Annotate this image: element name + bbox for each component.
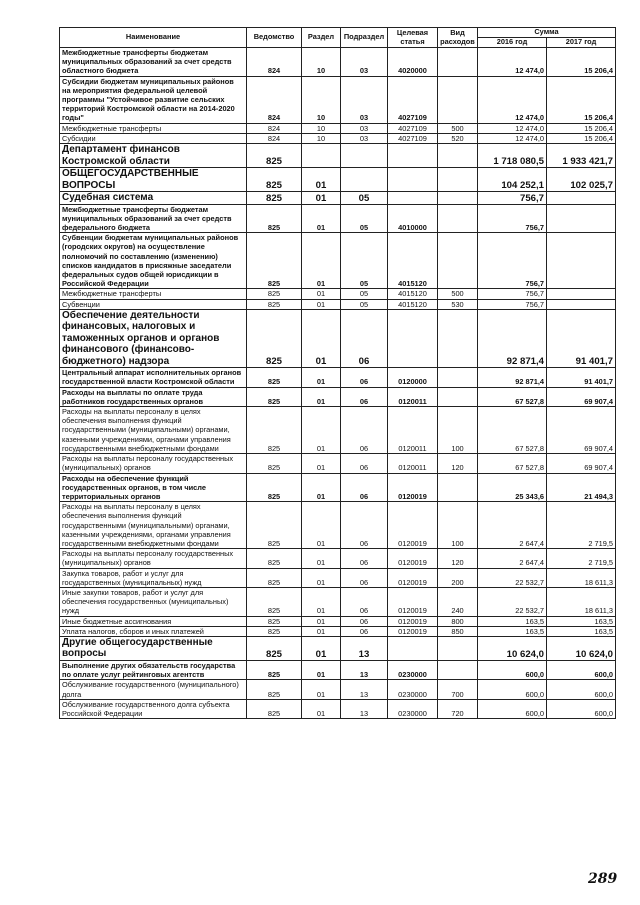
cell-type: 120 [438, 454, 478, 473]
cell-target: 4015120 [388, 233, 438, 289]
cell-name: Другие общегосударственные вопросы [60, 636, 247, 660]
cell-subsection: 03 [341, 48, 388, 77]
cell-section: 01 [302, 407, 341, 454]
cell-2016: 67 527,8 [478, 454, 547, 473]
cell-2017: 91 401,7 [547, 368, 616, 387]
table-row [60, 568, 616, 587]
cell-target: 0120019 [388, 549, 438, 568]
table-row [60, 309, 616, 368]
cell-2016: 22 532,7 [478, 568, 547, 587]
cell-2017: 69 907,4 [547, 387, 616, 406]
cell-2016: 756,7 [478, 299, 547, 309]
cell-2016: 2 647,4 [478, 549, 547, 568]
cell-target [388, 636, 438, 660]
cell-subsection: 06 [341, 616, 388, 626]
cell-type: 800 [438, 616, 478, 626]
cell-2017: 10 624,0 [547, 636, 616, 660]
cell-subsection: 05 [341, 192, 388, 205]
cell-2017 [547, 192, 616, 205]
cell-dept: 825 [247, 473, 302, 502]
cell-type [438, 76, 478, 123]
cell-type [438, 636, 478, 660]
table-row [60, 680, 616, 699]
table-row [60, 549, 616, 568]
cell-dept: 825 [247, 387, 302, 406]
cell-subsection: 05 [341, 299, 388, 309]
cell-2017 [547, 233, 616, 289]
cell-subsection: 06 [341, 587, 388, 616]
cell-subsection: 06 [341, 549, 388, 568]
cell-2017: 163,5 [547, 626, 616, 636]
cell-subsection: 06 [341, 502, 388, 549]
cell-subsection: 06 [341, 368, 388, 387]
header-dept: Ведомство [247, 28, 302, 48]
cell-2017: 69 907,4 [547, 454, 616, 473]
cell-dept: 825 [247, 502, 302, 549]
cell-type: 100 [438, 407, 478, 454]
cell-section: 01 [302, 660, 341, 679]
cell-2017: 69 907,4 [547, 407, 616, 454]
cell-subsection: 06 [341, 407, 388, 454]
cell-section: 01 [302, 299, 341, 309]
header-subsection: Подраздел [341, 28, 388, 48]
cell-dept: 825 [247, 407, 302, 454]
cell-dept: 824 [247, 123, 302, 133]
table-row [60, 123, 616, 133]
cell-type: 850 [438, 626, 478, 636]
cell-type: 500 [438, 123, 478, 133]
cell-2017: 15 206,4 [547, 123, 616, 133]
cell-section: 01 [302, 502, 341, 549]
cell-dept: 825 [247, 192, 302, 205]
cell-2016: 22 532,7 [478, 587, 547, 616]
cell-section: 01 [302, 568, 341, 587]
header-target: Целевая статья [388, 28, 438, 48]
cell-2017: 102 025,7 [547, 168, 616, 192]
cell-2016: 163,5 [478, 616, 547, 626]
cell-subsection: 05 [341, 233, 388, 289]
cell-2017: 15 206,4 [547, 76, 616, 123]
cell-type [438, 204, 478, 233]
cell-type [438, 368, 478, 387]
cell-section: 10 [302, 48, 341, 77]
cell-section: 01 [302, 233, 341, 289]
cell-name: Расходы на выплаты персоналу государственных (муниципальных) органов [60, 549, 247, 568]
cell-section: 01 [302, 289, 341, 299]
cell-subsection: 03 [341, 133, 388, 143]
cell-2017 [547, 299, 616, 309]
cell-target: 0120019 [388, 568, 438, 587]
table-row [60, 502, 616, 549]
table-row [60, 636, 616, 660]
cell-name: Расходы на выплаты по оплате труда работников государственных органов [60, 387, 247, 406]
header-section: Раздел [302, 28, 341, 48]
cell-target: 0230000 [388, 680, 438, 699]
cell-name: Расходы на выплаты персоналу государственных (муниципальных) органов [60, 454, 247, 473]
cell-2017: 600,0 [547, 699, 616, 718]
cell-type [438, 144, 478, 168]
cell-type: 720 [438, 699, 478, 718]
cell-section: 01 [302, 616, 341, 626]
table-row [60, 168, 616, 192]
cell-section: 01 [302, 473, 341, 502]
cell-section: 01 [302, 587, 341, 616]
cell-2017: 2 719,5 [547, 502, 616, 549]
cell-name: Субвенции бюджетам муниципальных районов (городских округов) на осуществление полномочий по составлению (изменению) списков кандидатов в присяжные заседатели федеральных судов общей юрисдикции в Российской Федерации [60, 233, 247, 289]
cell-name: Обеспечение деятельности финансовых, налоговых и таможенных органов и органов финансового (финансово-бюджетного) надзора [60, 309, 247, 368]
table-row [60, 387, 616, 406]
cell-section: 01 [302, 309, 341, 368]
cell-2016: 12 474,0 [478, 76, 547, 123]
cell-section: 01 [302, 204, 341, 233]
cell-name: Межбюджетные трансферты бюджетам муниципальных образований за счет средств федерального бюджета [60, 204, 247, 233]
cell-name: Расходы на выплаты персоналу в целях обеспечения выполнения функций государственными (муниципальными) органами, казенными учреждениями, органами управления государственными внебюджетными фондами [60, 502, 247, 549]
cell-subsection: 06 [341, 568, 388, 587]
table-row [60, 368, 616, 387]
cell-target: 4010000 [388, 204, 438, 233]
cell-section: 01 [302, 192, 341, 205]
table-row [60, 454, 616, 473]
table-row [60, 626, 616, 636]
table-row [60, 48, 616, 77]
cell-name: Иные бюджетные ассигнования [60, 616, 247, 626]
cell-target [388, 192, 438, 205]
header-sum: Сумма [478, 28, 616, 38]
cell-dept: 825 [247, 660, 302, 679]
cell-target: 0120019 [388, 587, 438, 616]
cell-dept: 825 [247, 616, 302, 626]
cell-dept: 825 [247, 144, 302, 168]
cell-dept: 825 [247, 680, 302, 699]
cell-target: 4015120 [388, 299, 438, 309]
table-row [60, 144, 616, 168]
cell-subsection [341, 168, 388, 192]
cell-subsection: 06 [341, 626, 388, 636]
cell-name: Департамент финансов Костромской области [60, 144, 247, 168]
cell-2016: 1 718 080,5 [478, 144, 547, 168]
budget-table [59, 27, 616, 719]
cell-type: 120 [438, 549, 478, 568]
cell-type: 500 [438, 289, 478, 299]
cell-type [438, 473, 478, 502]
cell-dept: 825 [247, 699, 302, 718]
cell-dept: 825 [247, 454, 302, 473]
cell-name: Закупка товаров, работ и услуг для государственных (муниципальных) нужд [60, 568, 247, 587]
cell-dept: 825 [247, 289, 302, 299]
cell-type [438, 233, 478, 289]
cell-2016: 756,7 [478, 204, 547, 233]
cell-target: 0120011 [388, 387, 438, 406]
cell-section: 01 [302, 680, 341, 699]
cell-subsection: 06 [341, 387, 388, 406]
cell-dept: 825 [247, 168, 302, 192]
table-row [60, 289, 616, 299]
cell-2017: 15 206,4 [547, 133, 616, 143]
header-type: Вид расходов [438, 28, 478, 48]
cell-subsection: 03 [341, 76, 388, 123]
cell-2016: 2 647,4 [478, 502, 547, 549]
cell-2016: 756,7 [478, 233, 547, 289]
cell-2016: 67 527,8 [478, 407, 547, 454]
cell-name: Судебная система [60, 192, 247, 205]
cell-target: 0230000 [388, 660, 438, 679]
cell-name: Выполнение других обязательств государства по оплате услуг рейтинговых агентств [60, 660, 247, 679]
cell-name: Обслуживание государственного (муниципального) долга [60, 680, 247, 699]
cell-type [438, 48, 478, 77]
table-row [60, 473, 616, 502]
cell-2017: 1 933 421,7 [547, 144, 616, 168]
cell-type [438, 192, 478, 205]
cell-2016: 92 871,4 [478, 368, 547, 387]
cell-2016: 600,0 [478, 680, 547, 699]
cell-section: 01 [302, 454, 341, 473]
cell-type [438, 309, 478, 368]
cell-type [438, 387, 478, 406]
cell-subsection: 13 [341, 660, 388, 679]
cell-section: 01 [302, 636, 341, 660]
header-2017: 2017 год [547, 38, 616, 48]
cell-target: 0120019 [388, 502, 438, 549]
table-row [60, 699, 616, 718]
table-row [60, 204, 616, 233]
cell-2016: 12 474,0 [478, 133, 547, 143]
cell-type [438, 168, 478, 192]
cell-type: 200 [438, 568, 478, 587]
cell-target: 0120000 [388, 368, 438, 387]
cell-name: Субсидии [60, 133, 247, 143]
cell-subsection [341, 144, 388, 168]
table-row [60, 660, 616, 679]
cell-section: 10 [302, 133, 341, 143]
cell-2017: 2 719,5 [547, 549, 616, 568]
cell-type: 100 [438, 502, 478, 549]
table-body [60, 48, 616, 719]
cell-target: 0120019 [388, 616, 438, 626]
cell-target: 4027109 [388, 76, 438, 123]
cell-name: Субвенции [60, 299, 247, 309]
cell-target: 0120019 [388, 626, 438, 636]
cell-section: 01 [302, 387, 341, 406]
cell-name: Иные закупки товаров, работ и услуг для обеспечения государственных (муниципальных) нужд [60, 587, 247, 616]
cell-name: ОБЩЕГОСУДАРСТВЕННЫЕ ВОПРОСЫ [60, 168, 247, 192]
cell-dept: 824 [247, 133, 302, 143]
cell-2016: 600,0 [478, 699, 547, 718]
cell-2017: 163,5 [547, 616, 616, 626]
cell-2017: 18 611,3 [547, 587, 616, 616]
cell-target: 4027109 [388, 133, 438, 143]
cell-name: Уплата налогов, сборов и иных платежей [60, 626, 247, 636]
cell-2016: 600,0 [478, 660, 547, 679]
table-row [60, 616, 616, 626]
cell-section: 01 [302, 168, 341, 192]
cell-2016: 104 252,1 [478, 168, 547, 192]
cell-dept: 825 [247, 299, 302, 309]
cell-name: Расходы на обеспечение функций государственных органов, в том числе территориальных органов [60, 473, 247, 502]
cell-name: Обслуживание государственного долга субъекта Российской Федерации [60, 699, 247, 718]
cell-dept: 825 [247, 233, 302, 289]
cell-dept: 825 [247, 626, 302, 636]
cell-dept: 825 [247, 549, 302, 568]
cell-section: 01 [302, 368, 341, 387]
cell-section: 01 [302, 626, 341, 636]
cell-target: 0120011 [388, 454, 438, 473]
cell-target: 4027109 [388, 123, 438, 133]
cell-type [438, 660, 478, 679]
cell-name: Расходы на выплаты персоналу в целях обеспечения выполнения функций государственными (муниципальными) органами, казенными учреждениями, органами управления государственными внебюджетными фондами [60, 407, 247, 454]
cell-dept: 825 [247, 309, 302, 368]
cell-target: 0120011 [388, 407, 438, 454]
cell-name: Межбюджетные трансферты [60, 289, 247, 299]
cell-target [388, 309, 438, 368]
cell-subsection: 13 [341, 680, 388, 699]
cell-subsection: 13 [341, 636, 388, 660]
table-row [60, 587, 616, 616]
cell-2016: 163,5 [478, 626, 547, 636]
table-row [60, 133, 616, 143]
cell-name: Субсидии бюджетам муниципальных районов на мероприятия федеральной целевой программы "Устойчивое развитие сельских территорий Костромской области на 2014-2020 годы" [60, 76, 247, 123]
cell-dept: 825 [247, 636, 302, 660]
table-row [60, 192, 616, 205]
cell-subsection: 03 [341, 123, 388, 133]
cell-2017: 600,0 [547, 680, 616, 699]
table-row [60, 407, 616, 454]
cell-name: Межбюджетные трансферты бюджетам муниципальных образований за счет средств областного бюджета [60, 48, 247, 77]
cell-type: 530 [438, 299, 478, 309]
cell-subsection: 06 [341, 454, 388, 473]
cell-section: 01 [302, 549, 341, 568]
cell-2017: 91 401,7 [547, 309, 616, 368]
cell-2017: 15 206,4 [547, 48, 616, 77]
table-row [60, 76, 616, 123]
cell-2016: 12 474,0 [478, 123, 547, 133]
cell-dept: 825 [247, 368, 302, 387]
cell-target: 0120019 [388, 473, 438, 502]
cell-2017 [547, 289, 616, 299]
cell-dept: 825 [247, 568, 302, 587]
cell-2016: 756,7 [478, 192, 547, 205]
cell-target: 4020000 [388, 48, 438, 77]
table-row [60, 299, 616, 309]
cell-section: 01 [302, 699, 341, 718]
cell-target: 0230000 [388, 699, 438, 718]
cell-2016: 10 624,0 [478, 636, 547, 660]
cell-target [388, 168, 438, 192]
cell-2017: 21 494,3 [547, 473, 616, 502]
cell-subsection: 06 [341, 309, 388, 368]
table-header [60, 28, 616, 48]
cell-2016: 25 343,6 [478, 473, 547, 502]
header-name: Наименование [60, 28, 247, 48]
header-2016: 2016 год [478, 38, 547, 48]
cell-2016: 756,7 [478, 289, 547, 299]
cell-2016: 12 474,0 [478, 48, 547, 77]
cell-name: Центральный аппарат исполнительных органов государственной власти Костромской области [60, 368, 247, 387]
cell-2016: 92 871,4 [478, 309, 547, 368]
cell-type: 240 [438, 587, 478, 616]
cell-subsection: 05 [341, 204, 388, 233]
cell-dept: 824 [247, 48, 302, 77]
cell-type: 520 [438, 133, 478, 143]
cell-name: Межбюджетные трансферты [60, 123, 247, 133]
cell-subsection: 06 [341, 473, 388, 502]
cell-section: 10 [302, 123, 341, 133]
cell-2017 [547, 204, 616, 233]
cell-dept: 825 [247, 587, 302, 616]
cell-2017: 18 611,3 [547, 568, 616, 587]
cell-target [388, 144, 438, 168]
cell-target: 4015120 [388, 289, 438, 299]
page-number: 289 [588, 871, 618, 887]
cell-2016: 67 527,8 [478, 387, 547, 406]
cell-subsection: 13 [341, 699, 388, 718]
cell-section [302, 144, 341, 168]
cell-section: 10 [302, 76, 341, 123]
cell-dept: 825 [247, 204, 302, 233]
cell-type: 700 [438, 680, 478, 699]
cell-dept: 824 [247, 76, 302, 123]
cell-subsection: 05 [341, 289, 388, 299]
table-row [60, 233, 616, 289]
cell-2017: 600,0 [547, 660, 616, 679]
